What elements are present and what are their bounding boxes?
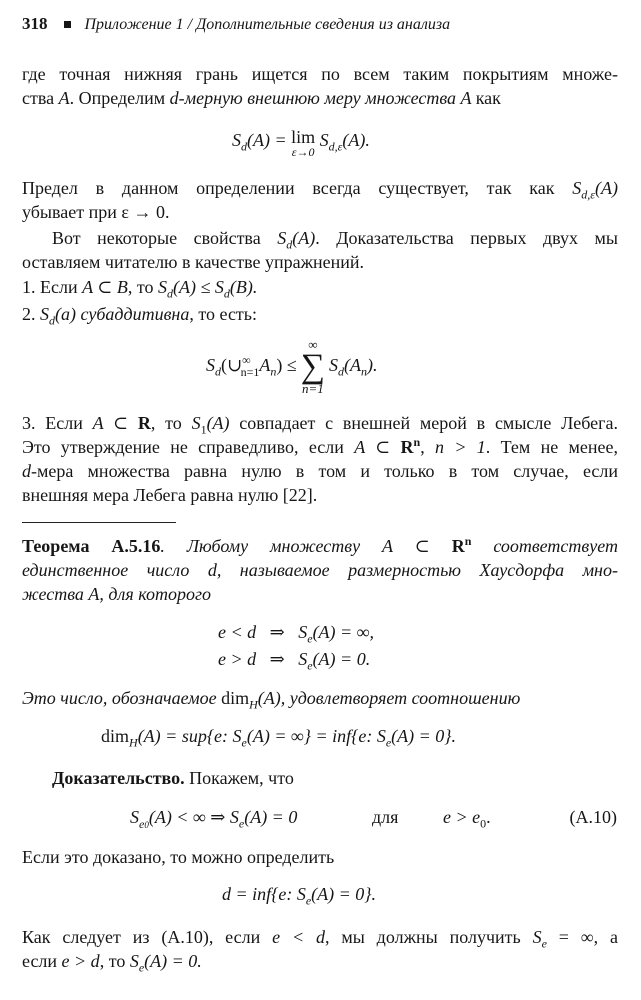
text-span: S — [532, 927, 542, 947]
text-span: Это число, обозначаемое — [22, 688, 222, 708]
text-span: R — [451, 536, 465, 556]
text-span: (A) = ∞, — [312, 622, 375, 642]
text-span: (A) = — [247, 130, 292, 150]
text-span: ∞ — [308, 337, 318, 352]
text-span: S — [298, 622, 308, 642]
equation-hausdorff-dimension — [101, 724, 456, 748]
text-span: ). — [367, 355, 378, 376]
text-span: оставляем читателю в качестве упражнений. — [22, 252, 365, 272]
text-span: n=1 — [240, 364, 260, 379]
text-span: если — [22, 951, 62, 971]
text-span: = ∞, а — [546, 927, 618, 947]
text-span: соответствует — [471, 536, 618, 556]
text-span: единственное число d, называемое размерностью Хаусдорфа мно- — [22, 560, 618, 580]
text-span: 0 — [480, 816, 487, 831]
text-span: (A) — [257, 688, 281, 708]
text-span: (B). — [229, 277, 258, 297]
text-span: Покажем, что — [184, 768, 294, 788]
text-span: d,ε — [328, 139, 343, 154]
text-span: e — [385, 735, 392, 750]
emphasis-text: -мерную внешнюю меру множества — [178, 88, 457, 108]
text-span: e — [307, 658, 313, 673]
text-span: e < d — [272, 927, 325, 947]
text-span: , то — [99, 951, 130, 971]
text-span: ⇒ — [269, 622, 285, 642]
text-span: Если это доказано, то можно определить — [22, 847, 335, 867]
text-span: S — [277, 228, 287, 248]
text-span: (A — [344, 355, 362, 376]
text-span: (A) = sup{e: S — [137, 726, 242, 746]
math-var: d — [169, 88, 179, 108]
theorem-heading — [22, 534, 618, 558]
text-span: жества A, для которого — [22, 584, 212, 604]
text-span: -мера множества равна нулю в том и только в том случае, если — [31, 461, 618, 481]
text-line — [22, 845, 618, 869]
text-span: , то — [150, 413, 192, 433]
text-span: ⇒ — [269, 649, 285, 669]
equation-number: (A.10) — [569, 807, 617, 827]
text-span: d — [223, 286, 230, 301]
text-span: , мы должны получить — [324, 927, 533, 947]
text-span: . Доказательства первых двух мы — [315, 228, 618, 248]
text-span: 1. Если — [22, 277, 83, 297]
text-span: (A) — [206, 413, 230, 433]
text-span: lim — [291, 127, 316, 147]
text-span: (A) = 0 — [244, 807, 298, 827]
equation-case-1 — [218, 620, 374, 644]
text-span: Доказательство. — [52, 768, 185, 788]
list-item — [22, 411, 618, 435]
text-span: совпадает с внешней мерой в смысле Лебега. — [229, 413, 618, 433]
text-span: Вот некоторые свойства — [52, 228, 278, 248]
text-span: S — [319, 130, 329, 150]
text-span: S — [40, 304, 49, 324]
math-var: A — [456, 88, 476, 108]
text-line — [22, 686, 618, 710]
text-span: e — [241, 735, 247, 750]
text-span: ∑ — [300, 348, 326, 385]
text-span: e > d — [218, 649, 257, 669]
text-span: n — [270, 364, 277, 379]
equation-case-2 — [218, 647, 370, 671]
text-span: (A) = 0}. — [311, 884, 376, 904]
text-span: , удовлетворяет соотношению — [280, 688, 521, 708]
text-line — [22, 62, 618, 86]
text-line — [22, 86, 618, 110]
text-span: dim — [101, 726, 130, 746]
text-span: . Определим — [69, 88, 170, 108]
text-span: как — [475, 88, 501, 108]
text-span: S — [206, 355, 215, 376]
text-span: (A) ≤ S — [173, 277, 224, 297]
text-span: (A) — [292, 228, 316, 248]
text-span: (A) — [595, 178, 618, 198]
math-var: A — [58, 88, 70, 108]
text-line — [22, 200, 618, 224]
text-span: e — [541, 936, 547, 951]
text-span: A ⊂ B — [82, 277, 128, 297]
text-span: R — [137, 413, 151, 433]
text-span: где точная нижняя грань ищется по всем таким покрытиям множе- — [22, 64, 618, 84]
text-span: S — [129, 951, 139, 971]
text-line — [22, 459, 618, 483]
list-item — [22, 275, 618, 299]
text-span: 3. Если — [22, 413, 93, 433]
text-span: A ⊂ — [92, 413, 138, 433]
text-span: e — [139, 816, 145, 831]
text-span: ) ≤ — [276, 355, 297, 376]
text-line — [22, 925, 618, 949]
text-span: A ⊂ — [354, 437, 401, 457]
text-line — [22, 483, 618, 507]
text-span: n=1 — [302, 381, 324, 396]
text-span: (A) = 0. — [144, 951, 202, 971]
text-line — [22, 558, 618, 582]
text-line — [22, 435, 618, 459]
text-span: d — [286, 237, 293, 252]
running-header — [22, 14, 618, 35]
text-span: S — [158, 277, 167, 297]
text-span: e — [138, 960, 145, 975]
text-span: ε→0 — [291, 145, 315, 159]
text-span: убывает при ε → 0. — [22, 202, 170, 222]
text-span: 2. — [22, 304, 40, 324]
section-divider — [22, 522, 176, 523]
text-span: Это утверждение не справедливо, если — [22, 437, 355, 457]
running-title: Приложение 1 / Дополнительные сведения из анализа — [84, 16, 451, 33]
text-span: d — [338, 364, 345, 379]
text-span: ства — [22, 88, 59, 108]
text-span: S — [232, 130, 241, 150]
square-bullet-icon — [64, 21, 71, 28]
equation-a10-condition-label — [372, 805, 398, 829]
text-span: d = inf{e: S — [222, 884, 306, 904]
text-line — [22, 582, 618, 606]
text-span: (∪ — [221, 355, 243, 376]
text-span: S — [191, 413, 201, 433]
text-span: , то есть: — [189, 304, 258, 324]
text-span: (a) — [55, 304, 76, 324]
equation-outer-measure — [232, 128, 370, 158]
text-span: d — [22, 461, 31, 481]
summation-operator — [301, 338, 325, 396]
text-span: . — [486, 807, 491, 827]
text-span: n — [361, 364, 368, 379]
text-span: e > e — [443, 807, 481, 827]
text-span: e — [238, 816, 245, 831]
text-line — [22, 250, 618, 274]
text-span: S — [329, 355, 339, 376]
page-number: 318 — [22, 14, 48, 33]
limit-operator — [291, 128, 315, 158]
text-span: d — [215, 364, 221, 379]
text-span: d,ε — [581, 187, 596, 202]
text-span: e > d — [61, 951, 100, 971]
equation-a10 — [130, 805, 297, 829]
text-span: субаддитивна — [76, 304, 190, 324]
text-span: A — [259, 355, 271, 376]
text-span: (A) = 0. — [312, 649, 371, 669]
text-span: Предел в данном определении всегда существует, так как — [22, 178, 573, 198]
text-span: Теорема A.5.16 — [22, 536, 161, 556]
text-span: внешняя мера Лебега равна нулю [22]. — [22, 485, 318, 505]
text-span: (A) = ∞} = inf{e: S — [246, 726, 386, 746]
proof-heading — [22, 766, 618, 790]
text-span: (A) = 0}. — [391, 726, 456, 746]
equation-subadditivity — [206, 338, 378, 396]
text-span: n > 1 — [435, 437, 486, 457]
text-span: d — [49, 313, 55, 328]
text-span: (A) < ∞ ⇒ S — [148, 807, 239, 827]
text-span: , то — [127, 277, 158, 297]
list-item — [22, 302, 618, 326]
text-span: dim — [221, 688, 250, 708]
text-span: Как следует из (A.10), если — [22, 927, 273, 947]
text-span: R — [400, 437, 414, 457]
text-span: 0 — [144, 819, 149, 830]
text-span: S — [130, 807, 139, 827]
text-line — [22, 176, 618, 200]
text-span: S — [298, 649, 308, 669]
text-span: , — [420, 437, 436, 457]
text-line — [22, 949, 618, 973]
text-line — [22, 226, 618, 250]
text-span: для — [372, 807, 399, 827]
text-span: . Тем не менее, — [485, 437, 619, 457]
text-span: H — [249, 697, 258, 712]
text-span: e — [307, 631, 313, 646]
text-span: (A). — [342, 130, 370, 150]
text-span: S — [572, 178, 582, 198]
text-span: ∞ — [242, 353, 251, 368]
text-span: 1 — [200, 422, 207, 437]
text-span: n — [413, 435, 421, 449]
equation-d-definition — [222, 882, 376, 906]
text-span: . Любому множеству — [160, 536, 383, 556]
text-span: e — [305, 893, 312, 908]
text-span: A ⊂ — [382, 536, 452, 556]
text-span: H — [129, 735, 138, 750]
text-span: d — [241, 139, 247, 154]
text-span: d — [167, 286, 173, 301]
text-span: n — [464, 534, 472, 548]
equation-a10-condition — [443, 805, 491, 829]
text-span: e < d — [218, 622, 257, 642]
